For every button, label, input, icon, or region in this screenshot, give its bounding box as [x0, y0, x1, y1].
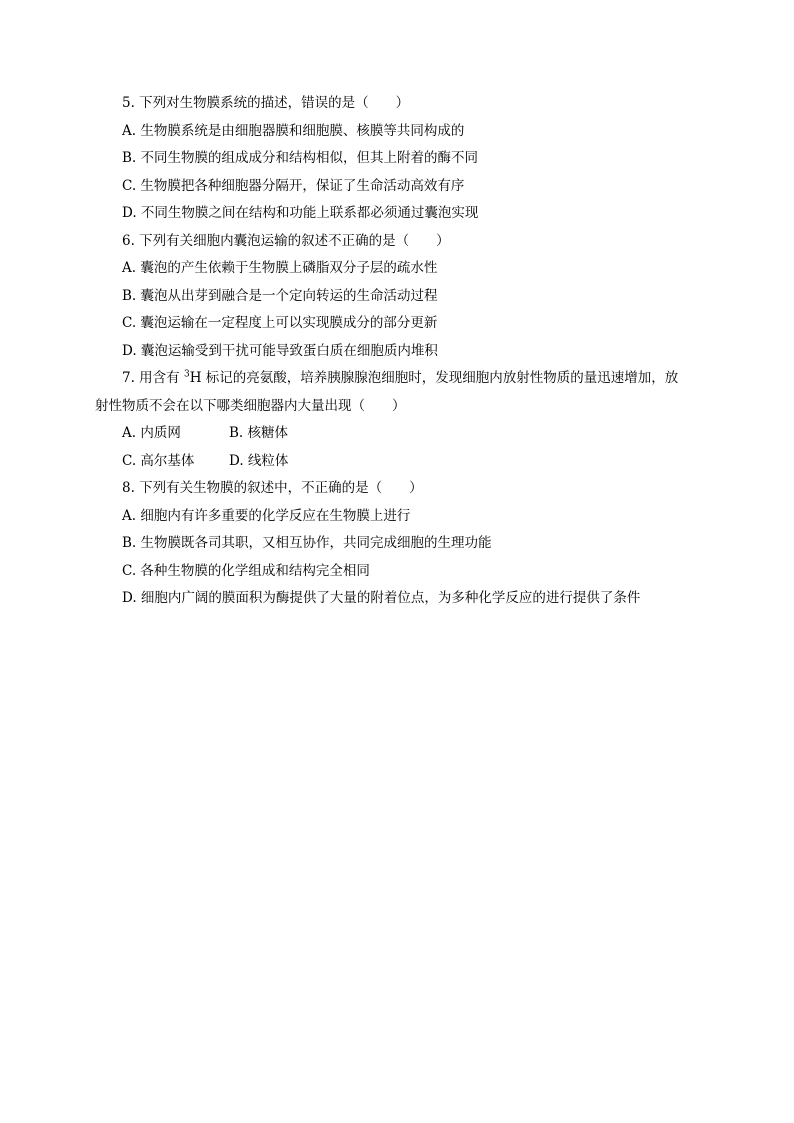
question-7-option-c: C. 高尔基体 — [122, 452, 195, 469]
question-5-option-a: A. 生物膜系统是由细胞器膜和细胞膜、核膜等共同构成的 — [122, 122, 465, 139]
question-5-option-b: B. 不同生物膜的组成成分和结构相似，但其上附着的酶不同 — [122, 150, 479, 166]
question-6-option-a: A. 囊泡的产生依赖于生物膜上磷脂双分子层的疏水性 — [122, 260, 438, 276]
question-7-option-a: A. 内质网 — [122, 425, 181, 441]
question-6-option-b: B. 囊泡从出芽到融合是一个定向转运的生命活动过程 — [122, 287, 438, 304]
question-7-options-row-2 — [95, 448, 705, 476]
question-5-stem: 5. 下列对生物膜系统的描述，错误的是（ ） — [122, 95, 410, 111]
question-7-stem-pre: 7. 用含有 — [122, 370, 184, 386]
question-7-option-b: B. 核糖体 — [229, 425, 289, 441]
question-8-stem: 8. 下列有关生物膜的叙述中，不正确的是（ ） — [122, 480, 423, 496]
question-5-option-d: D. 不同生物膜之间在结构和功能上联系都必须通过囊泡实现 — [122, 205, 479, 221]
question-6-option-c: C. 囊泡运输在一定程度上可以实现膜成分的部分更新 — [122, 315, 438, 331]
question-7-option-d: D. 线粒体 — [229, 452, 289, 469]
question-7-stem-post: H 标记的亮氨酸，培养胰腺腺泡细胞时，发现细胞内放射性物质的量迅速增加，放 — [189, 370, 679, 386]
question-7-stem — [95, 365, 705, 393]
isotope-superscript: 3 — [183, 369, 190, 380]
question-8-option-b: B. 生物膜既各司其职，又相互协作，共同完成细胞的生理功能 — [122, 535, 492, 551]
question-list — [95, 90, 705, 613]
question-6-option-d: D. 囊泡运输受到干扰可能导致蛋白质在细胞质内堆积 — [122, 342, 438, 359]
question-8-option-d: D. 细胞内广阔的膜面积为酶提供了大量的附着位点，为多种化学反应的进行提供了条件 — [122, 590, 641, 606]
question-8-option-c: C. 各种生物膜的化学组成和结构完全相同 — [122, 562, 370, 579]
question-7-stem-continuation: 射性物质不会在以下哪类细胞器内大量出现（ ） — [95, 397, 406, 414]
question-6-stem: 6. 下列有关细胞内囊泡运输的叙述不正确的是（ ） — [122, 232, 450, 249]
question-7-options-row-1 — [95, 420, 705, 448]
question-5-option-c: C. 生物膜把各种细胞器分隔开，保证了生命活动高效有序 — [122, 177, 465, 194]
question-8-option-a: A. 细胞内有许多重要的化学反应在生物膜上进行 — [122, 507, 411, 524]
